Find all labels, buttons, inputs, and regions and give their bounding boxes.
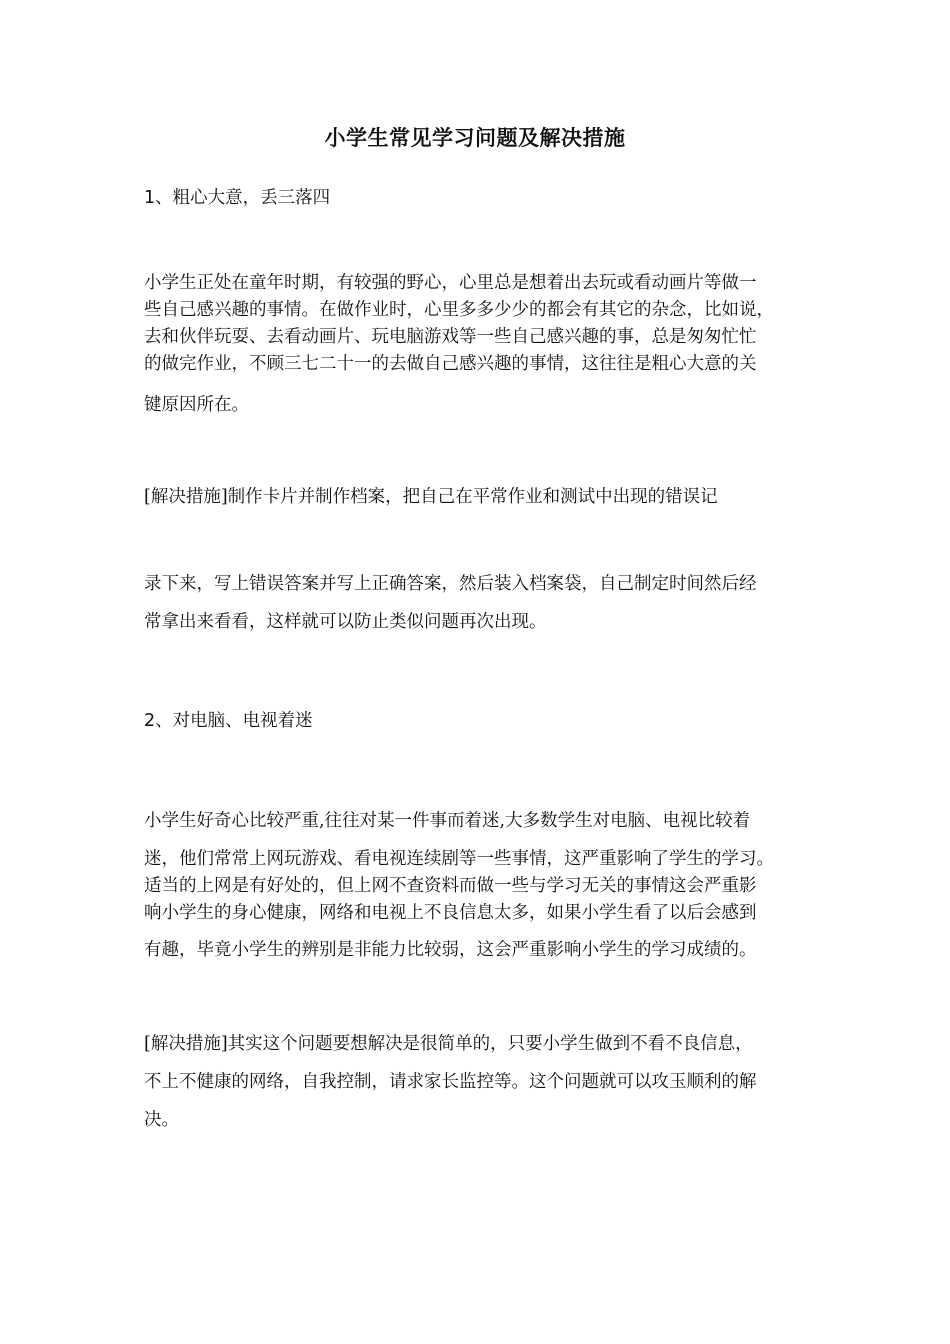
section-2-paragraph-line-1: 小学生好奇心比较严重,往往对某一件事而着迷,大多数学生对电脑、电视比较着 <box>144 811 751 831</box>
paragraph-line: 迷，他们常常上网玩游戏、看电视连续剧等一些事情，这严重影响了学生的学习。 <box>144 849 774 869</box>
section-2-paragraph <box>144 846 809 963</box>
paragraph-line: 响小学生的身心健康，网络和电视上不良信息太多，如果小学生看了以后会感到 <box>144 903 757 923</box>
section-1-paragraph <box>144 270 809 418</box>
paragraph-line: 些自己感兴趣的事情。在做作业时，心里多多少少的都会有其它的杂念，比如说， <box>144 300 774 320</box>
paragraph-line: 小学生正处在童年时期，有较强的野心，心里总是想着出去玩或看动画片等做一 <box>144 273 757 293</box>
document-title: 小学生常见学习问题及解决措施 <box>324 125 626 150</box>
section-1-solution-line-1: [解决措施]制作卡片并制作档案，把自己在平常作业和测试中出现的错误记 <box>144 487 718 507</box>
paragraph-line: 适当的上网是有好处的，但上网不查资料而做一些与学习无关的事情这会严重影 <box>144 876 757 896</box>
section-2-heading: 2、对电脑、电视着迷 <box>144 711 313 731</box>
section-2-solution-line-1: [解决措施]其实这个问题要想解决是很简单的，只要小学生做到不看不良信息， <box>144 1034 753 1054</box>
paragraph-line: 有趣，毕竟小学生的辨别是非能力比较弱，这会严重影响小学生的学习成绩的。 <box>144 940 757 960</box>
section-2-solution-line-3: 决。 <box>144 1110 179 1130</box>
paragraph-line: 去和伙伴玩耍、去看动画片、玩电脑游戏等一些自己感兴趣的事，总是匆匆忙忙 <box>144 327 757 347</box>
section-1-heading: 1、粗心大意，丢三落四 <box>144 188 331 208</box>
section-1-solution-line-3: 常拿出来看看，这样就可以防止类似问题再次出现。 <box>144 612 547 632</box>
section-2-solution-line-2: 不上不健康的网络，自我控制，请求家长监控等。这个问题就可以攻玉顺利的解 <box>144 1072 757 1092</box>
paragraph-line: 键原因所在。 <box>144 395 249 415</box>
section-1-solution-line-2: 录下来，写上错误答案并写上正确答案，然后装入档案袋，自己制定时间然后经 <box>144 574 757 594</box>
paragraph-line: 的做完作业，不顾三七二十一的去做自己感兴趣的事情，这往往是粗心大意的关 <box>144 354 757 374</box>
